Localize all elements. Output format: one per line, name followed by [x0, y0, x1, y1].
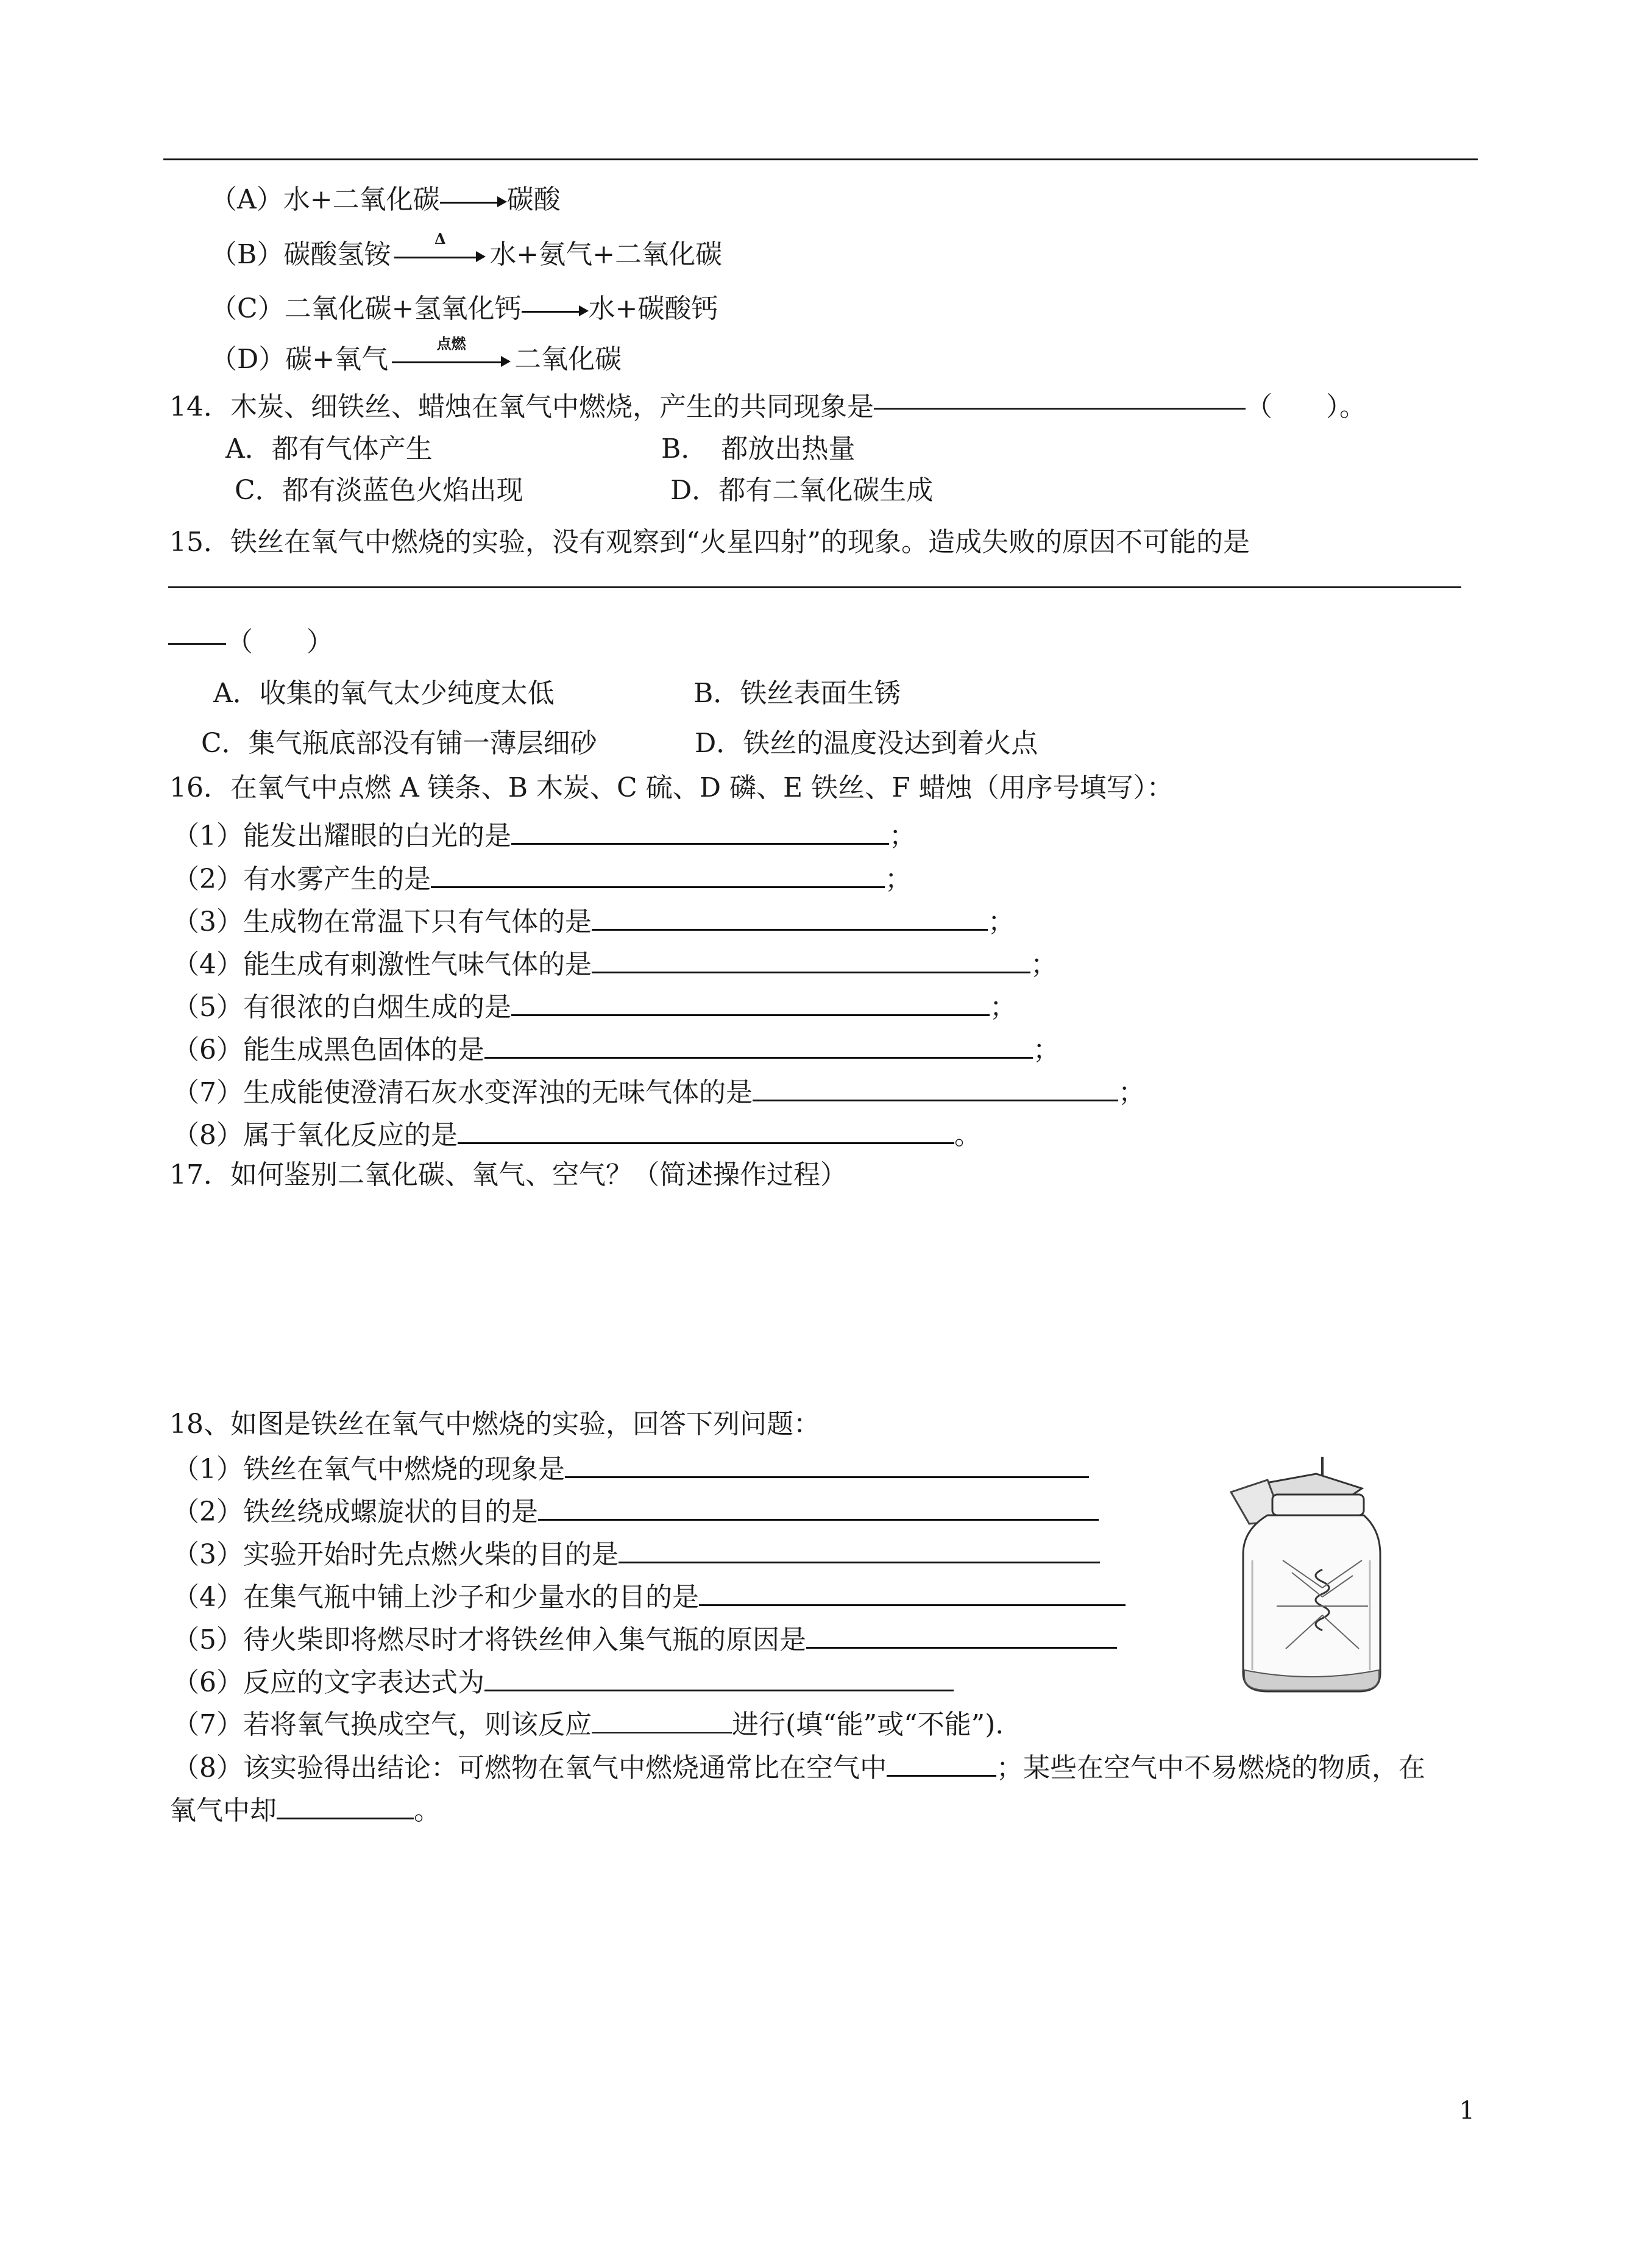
- iron-wire-gas-jar-illustration: [1225, 1457, 1389, 1701]
- answer-blank[interactable]: [458, 1114, 954, 1144]
- q18-item-3: （3）实验开始时先点燃火柴的目的是: [172, 1534, 1100, 1573]
- answer-blank[interactable]: [592, 1704, 732, 1733]
- answer-blank[interactable]: [806, 1619, 1117, 1649]
- q18-item-1: （1）铁丝在氧气中燃烧的现象是: [172, 1448, 1089, 1488]
- answer-blank[interactable]: [511, 815, 889, 845]
- answer-blank[interactable]: [484, 1662, 954, 1691]
- q15-option-b: B．铁丝表面生锈: [693, 678, 901, 709]
- answer-blank[interactable]: [592, 901, 988, 931]
- dash-leader: [168, 643, 226, 645]
- q14-option-b: B． 都放出热量: [661, 433, 856, 464]
- q13-option-c: （C）二氧化碳+氢氧化钙 水+碳酸钙: [210, 293, 718, 324]
- q13-option-a: （A）水+二氧化碳 碳酸: [210, 184, 561, 215]
- header-rule: [163, 158, 1478, 160]
- q14-stem: 14．木炭、细铁丝、蜡烛在氧气中燃烧，产生的共同现象是 （ ）。: [169, 391, 1366, 422]
- q18-item-8-cont: 氧气中却 。: [169, 1790, 441, 1829]
- q18-item-5: （5）待火柴即将燃尽时才将铁丝伸入集气瓶的原因是: [172, 1619, 1117, 1658]
- answer-blank[interactable]: [484, 1029, 1033, 1059]
- q18-item-8: （8）该实验得出结论：可燃物在氧气中燃烧通常比在空气中 ；某些在空气中不易燃烧的物质，在: [172, 1747, 1425, 1786]
- q16-item-8: （8）属于氧化反应的是 。: [172, 1114, 981, 1154]
- answer-blank[interactable]: [753, 1072, 1118, 1101]
- answer-blank[interactable]: [887, 1747, 996, 1777]
- q13-option-b: （B）碳酸氢铵 Δ 水+氨气+二氧化碳: [210, 229, 723, 270]
- answer-blank[interactable]: [592, 944, 1030, 973]
- answer-blank[interactable]: [277, 1790, 414, 1819]
- q18-item-2: （2）铁丝绕成螺旋状的目的是: [172, 1491, 1099, 1530]
- dash-leader-full: [168, 586, 1461, 588]
- q16-item-4: （4）能生成有刺激性气味气体的是 ；: [172, 944, 1057, 983]
- q16-item-1: （1）能发出耀眼的白光的是 ；: [172, 815, 916, 855]
- q14-option-c: C．都有淡蓝色火焰出现: [235, 475, 523, 506]
- q14-option-a: A．都有气体产生: [225, 433, 433, 464]
- answer-blank[interactable]: [699, 1576, 1126, 1606]
- q16-item-5: （5）有很浓的白烟生成的是 ；: [172, 986, 1016, 1026]
- q15-option-a: A．收集的氧气太少纯度太低: [213, 678, 555, 709]
- q16-item-3: （3）生成物在常温下只有气体的是 ；: [172, 901, 1015, 940]
- dash-leader: [874, 408, 1246, 410]
- reaction-arrow-ignite: 点燃: [392, 352, 511, 371]
- reaction-arrow-heat: Δ: [394, 247, 486, 266]
- answer-blank[interactable]: [538, 1491, 1099, 1521]
- q15-option-d: D．铁丝的温度没达到着火点: [695, 728, 1038, 759]
- q16-item-2: （2）有水雾产生的是 ；: [172, 858, 912, 898]
- q15-stem: 15．铁丝在氧气中燃烧的实验，没有观察到“火星四射”的现象。造成失败的原因不可能的是: [169, 527, 1250, 558]
- answer-blank[interactable]: [431, 858, 885, 888]
- q15-option-c: C．集气瓶底部没有铺一薄层细砂: [201, 728, 597, 759]
- q15-paren: （ ）: [168, 624, 333, 661]
- reaction-arrow: [522, 302, 589, 320]
- q16-item-7: （7）生成能使澄清石灰水变浑浊的无味气体的是 ；: [172, 1072, 1145, 1111]
- page-number: 1: [1459, 2097, 1475, 2125]
- reaction-arrow: [440, 193, 507, 211]
- q18-item-4: （4）在集气瓶中铺上沙子和少量水的目的是: [172, 1576, 1126, 1616]
- q18-item-7: （7）若将氧气换成空气，则该反应 进行(填“能”或“不能”).: [172, 1704, 1004, 1743]
- q13-option-d: （D）碳+氧气 点燃 二氧化碳: [210, 334, 622, 375]
- q18-item-6: （6）反应的文字表达式为: [172, 1662, 954, 1701]
- answer-blank[interactable]: [619, 1534, 1100, 1563]
- q14-option-d: D．都有二氧化碳生成: [670, 475, 934, 506]
- q16-stem: 16．在氧气中点燃 A 镁条、B 木炭、C 硫、D 磷、E 铁丝、F 蜡烛（用序号填写）：: [169, 772, 1174, 803]
- q16-item-6: （6）能生成黑色固体的是 ；: [172, 1029, 1060, 1068]
- answer-blank[interactable]: [565, 1448, 1089, 1478]
- answer-blank[interactable]: [511, 986, 990, 1016]
- q17-stem: 17．如何鉴别二氧化碳、氧气、空气？（简述操作过程）: [169, 1159, 847, 1190]
- q18-stem: 18、如图是铁丝在氧气中燃烧的实验，回答下列问题：: [169, 1409, 820, 1440]
